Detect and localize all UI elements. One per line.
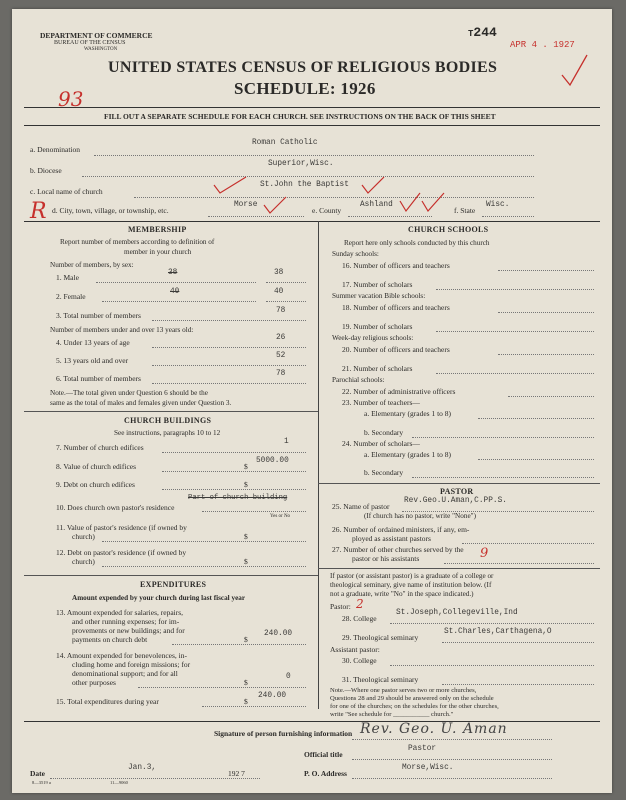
form-title: UNITED STATES CENSUS OF RELIGIOUS BODIES — [108, 59, 498, 76]
q23b-label: b. Secondary — [364, 428, 404, 437]
q13-label-2: and other running expenses; for im- — [72, 617, 180, 626]
q2-label: 2. Female — [56, 292, 86, 301]
membership-intro: Report number of members according to definition of — [60, 238, 215, 246]
q19-label: 19. Number of scholars — [342, 322, 413, 331]
pastor-label: Pastor: — [330, 602, 351, 611]
q11-label-2: church) — [72, 532, 95, 541]
local-name-label: c. Local name of church — [30, 187, 103, 196]
q28-label: 28. College — [342, 614, 377, 623]
printer-code: 8—3519 a — [32, 780, 51, 785]
q24b-label: b. Secondary — [364, 468, 404, 477]
po-address-label: P. O. Address — [304, 769, 347, 778]
q13-label: 13. Amount expended for salaries, repairs, — [56, 608, 184, 617]
city-value: Morse — [234, 201, 258, 209]
expenditures-sub: Amount expended by your church during last fiscal year — [72, 594, 246, 602]
county-value: Ashland — [360, 201, 393, 209]
q14-label-2: cluding home and foreign missions; for — [72, 660, 191, 669]
q5-value: 52 — [276, 352, 286, 360]
q1-label: 1. Male — [56, 273, 79, 282]
expenditures-heading: EXPENDITURES — [140, 580, 207, 589]
q25-label: 25. Name of pastor — [332, 502, 390, 511]
q1-struck: 38 — [168, 269, 178, 277]
census-schedule-sheet: DEPARTMENT OF COMMERCE BUREAU OF THE CENSUS WASHINGTON T244 APR 4 . 1927 UNITED STATES CENSUS OF RELIGIOUS BODIES SCHEDULE: 1926 93 FILL OUT A SEPARATE SCHEDULE FOR EACH CHURCH. SEE INSTRUCTIONS ON THE BACK OF THIS SHEET a. Denomination Roman Catholic b. Diocese Superior,Wisc. c. Local name of church St.John the Baptist R d. City, town, village, or township, etc. Morse e. County Ashland f. State Wisc. MEMBERSHIP Report number of members according to definition of member in your church Number of members, by sex: 1. Male 38 38 2. Female 40 40 3. Total number of members 78 Number of members under and over 13 years old: 4. Under 13 years of age 26 5. 13 years old and over 52 6. Total number of members 78 Note.—The total given under Question 6 should be the same as the total of males and females given under Question 3. CHURCH BUILDINGS See instructions, paragraphs 10 to 12 7. Number of church edifices 1 8. Value of church edifices $ 5000.00 9. Debt on church edifices $ Part of church building 10. Does church own pastor's residence Yes or No 11. Value of pastor's residence (if owned by church) $ 12. Debt on pastor's residence (if owned by church) $ EXPENDITURES Amount expended by your church during last fiscal year 13. Amount expended for salaries, repairs, and other running expenses; for im- provements or new buildings; and for payments on church debt $ 240.00 14. Amount expended for benevolences, in- cluding home and foreign missions; for denominational support; and for all other purposes $ 0 15. Total expenditures during year $ 240.00 CHURCH SCHOOLS Report here only schools conducted by this church Sunday schools: 16. Number of officers and teachers 17. Number of scholars Summer vacation Bible schools: 18. Number of officers and teachers 19. Number of scholars Week-day religious schools: 20. Number of officers and teachers 21. Number of scholars Parochial schools: 22. Number of administrative officers 23. Number of teachers— a. Elementary (grades 1 to 8) b. Secondary 24. Number of scholars— a. Elementary (grades 1 to 8) b. Secondary PASTOR 25. Name of pastor Rev.Geo.U.Aman,C.PP.S. (If church has no pastor, write "None") 26. Number of ordained ministers, if any, em- ployed as assistant pastors 27. Number of other churches served by the pastor or his assistants 9 If pastor (or assistant pastor) is a graduate of a college or theological seminary, give name of institution below. (If not a graduate, write "No" in the space indicated.) Pastor: 2 28. College St.Joseph,Collegeville,Ind 29. Theological seminary St.Charles,Carthagena,O Assistant pastor: 30. College 31. Theological seminary Note.—Where one pastor serves two or more churches, Questions 28 and 29 should be answered only on the schedule for one of the churches; on the schedules for the other churches, write "See schedule for ___________ church." Signature of person furnishing information Rev. Geo. U. Aman Official title Pastor Date Jan.3, 192 7 P. O. Address Morse,Wisc. 8—3519 a 11—9060 — [12, 9, 612, 793]
printer-code-2: 11—9060 — [110, 780, 128, 785]
q3-label: 3. Total number of members — [56, 311, 141, 320]
pastor-note-3: for one of the churches; on the schedules for the other churches, — [330, 703, 499, 710]
q10-label: 10. Does church own pastor's residence — [56, 503, 175, 512]
membership-heading: MEMBERSHIP — [128, 225, 187, 234]
dept-label: DEPARTMENT OF COMMERCE — [40, 31, 153, 40]
handwritten-number: 93 — [58, 87, 84, 111]
membership-intro-2: member in your church — [124, 248, 192, 256]
q23a-label: a. Elementary (grades 1 to 8) — [364, 409, 452, 418]
summer-label: Summer vacation Bible schools: — [332, 292, 426, 300]
denomination-value: Roman Catholic — [252, 139, 318, 147]
graduate-note: If pastor (or assistant pastor) is a graduate of a college or — [330, 572, 494, 580]
q10-hint: Yes or No — [270, 514, 291, 519]
date-label: Date — [30, 769, 45, 778]
q15-label: 15. Total expenditures during year — [56, 697, 159, 706]
q14-label: 14. Amount expended for benevolences, in- — [56, 651, 188, 660]
pastor-note-2: Questions 28 and 29 should be answered only on the schedule — [330, 695, 494, 702]
q3-value: 78 — [276, 307, 286, 315]
q12-label-2: church) — [72, 557, 95, 566]
schools-heading: CHURCH SCHOOLS — [408, 225, 489, 234]
q29-label: 29. Theological seminary — [342, 633, 419, 642]
checkmark-icon — [212, 175, 252, 197]
parochial-label: Parochial schools: — [332, 376, 385, 384]
q26-label: 26. Number of ordained ministers, if any, em- — [332, 525, 470, 534]
q14-label-4: other purposes — [72, 678, 116, 687]
q20-label: 20. Number of officers and teachers — [342, 345, 450, 354]
age-intro: Number of members under and over 13 years old: — [50, 326, 194, 334]
checkmark-icon — [262, 195, 290, 217]
q18-label: 18. Number of officers and teachers — [342, 303, 450, 312]
checkmark-icon — [398, 191, 448, 215]
schools-intro: Report here only schools conducted by this church — [344, 239, 490, 247]
checkmark-icon — [560, 53, 590, 87]
q14-value: 0 — [286, 673, 291, 681]
q28-value: St.Joseph,Collegeville,Ind — [396, 609, 518, 617]
q27-label-2: pastor or his assistants — [352, 554, 420, 563]
by-sex-label: Number of members, by sex: — [50, 261, 134, 269]
margin-mark: R — [30, 199, 47, 224]
pastor-note-4: write "See schedule for ___________ church." — [330, 711, 454, 718]
date-year: 192 7 — [228, 769, 245, 778]
assistant-pastor-label: Assistant pastor: — [330, 645, 380, 654]
denomination-label: a. Denomination — [30, 145, 80, 154]
membership-note-2: same as the total of males and females given under Question 3. — [50, 399, 232, 407]
membership-note: Note.—The total given under Question 6 should be the — [50, 389, 208, 397]
form-subtitle: SCHEDULE: 1926 — [234, 79, 376, 98]
q16-label: 16. Number of officers and teachers — [342, 261, 450, 270]
local-name-value: St.John the Baptist — [260, 181, 349, 189]
q5-label: 5. 13 years old and over — [56, 356, 129, 365]
q13-label-3: provements or new buildings; and for — [72, 626, 185, 635]
q14-label-3: denominational support; and for all — [72, 669, 178, 678]
city-label: d. City, town, village, or township, etc. — [52, 206, 169, 215]
q30-label: 30. College — [342, 656, 377, 665]
weekday-label: Week-day religious schools: — [332, 334, 414, 342]
q8-label: 8. Value of church edifices — [56, 462, 137, 471]
q23-label: 23. Number of teachers— — [342, 398, 420, 407]
official-title-value: Pastor — [408, 745, 437, 753]
sunday-label: Sunday schools: — [332, 250, 379, 258]
q22-label: 22. Number of administrative officers — [342, 387, 456, 396]
county-label: e. County — [312, 206, 342, 215]
q29-value: St.Charles,Carthagena,O — [444, 628, 552, 636]
q10-struck-answer: Part of church building — [188, 494, 288, 502]
q17-label: 17. Number of scholars — [342, 280, 413, 289]
state-label: f. State — [454, 206, 476, 215]
q7-label: 7. Number of church edifices — [56, 443, 144, 452]
q13-label-4: payments on church debt — [72, 635, 148, 644]
pastor-heading: PASTOR — [440, 487, 474, 496]
diocese-value: Superior,Wisc. — [268, 160, 334, 168]
form-number: T244 — [468, 25, 497, 40]
buildings-heading: CHURCH BUILDINGS — [124, 416, 212, 425]
state-value: Wisc. — [486, 201, 510, 209]
date-value: Jan.3, — [128, 764, 157, 772]
q1-value: 38 — [274, 269, 284, 277]
q31-label: 31. Theological seminary — [342, 675, 419, 684]
q27-value: 9 — [480, 546, 489, 561]
diocese-label: b. Diocese — [30, 166, 62, 175]
signature: Rev. Geo. U. Aman — [360, 721, 508, 737]
pastor-note: Note.—Where one pastor serves two or more churches, — [330, 687, 477, 694]
instructions-line: FILL OUT A SEPARATE SCHEDULE FOR EACH CHURCH. SEE INSTRUCTIONS ON THE BACK OF THIS SHEET — [104, 112, 496, 121]
bureau-label: BUREAU OF THE CENSUS — [54, 40, 126, 46]
graduate-note-2: theological seminary, give name of institution below. (If — [330, 581, 492, 589]
official-title-label: Official title — [304, 750, 343, 759]
q25-value: Rev.Geo.U.Aman,C.PP.S. — [404, 497, 507, 505]
po-address-value: Morse,Wisc. — [402, 764, 454, 772]
pastor-mark: 2 — [356, 597, 364, 611]
q27-label: 27. Number of other churches served by the — [332, 545, 464, 554]
q4-value: 26 — [276, 334, 286, 342]
q9-label: 9. Debt on church edifices — [56, 480, 135, 489]
q26-label-2: ployed as assistant pastors — [352, 534, 431, 543]
city-label: WASHINGTON — [84, 47, 118, 52]
signature-label: Signature of person furnishing information — [214, 729, 353, 738]
q2-value: 40 — [274, 288, 284, 296]
q21-label: 21. Number of scholars — [342, 364, 413, 373]
q25-hint: (If church has no pastor, write "None") — [364, 512, 476, 520]
received-date-stamp: APR 4 . 1927 — [510, 40, 575, 50]
q24a-label: a. Elementary (grades 1 to 8) — [364, 450, 452, 459]
q4-label: 4. Under 13 years of age — [56, 338, 130, 347]
q15-value: 240.00 — [258, 692, 287, 700]
q12-label: 12. Debt on pastor's residence (if owned by — [56, 548, 187, 557]
q24-label: 24. Number of scholars— — [342, 439, 420, 448]
q8-value: 5000.00 — [256, 457, 289, 465]
checkmark-icon — [360, 175, 390, 197]
q2-struck: 40 — [170, 288, 180, 296]
q6-label: 6. Total number of members — [56, 374, 141, 383]
q7-value: 1 — [284, 438, 289, 446]
q13-value: 240.00 — [264, 630, 293, 638]
buildings-sub: See instructions, paragraphs 10 to 12 — [114, 429, 221, 437]
q6-value: 78 — [276, 370, 286, 378]
graduate-note-3: not a graduate, write "No" in the space indicated.) — [330, 590, 474, 598]
q11-label: 11. Value of pastor's residence (if owned by — [56, 523, 187, 532]
